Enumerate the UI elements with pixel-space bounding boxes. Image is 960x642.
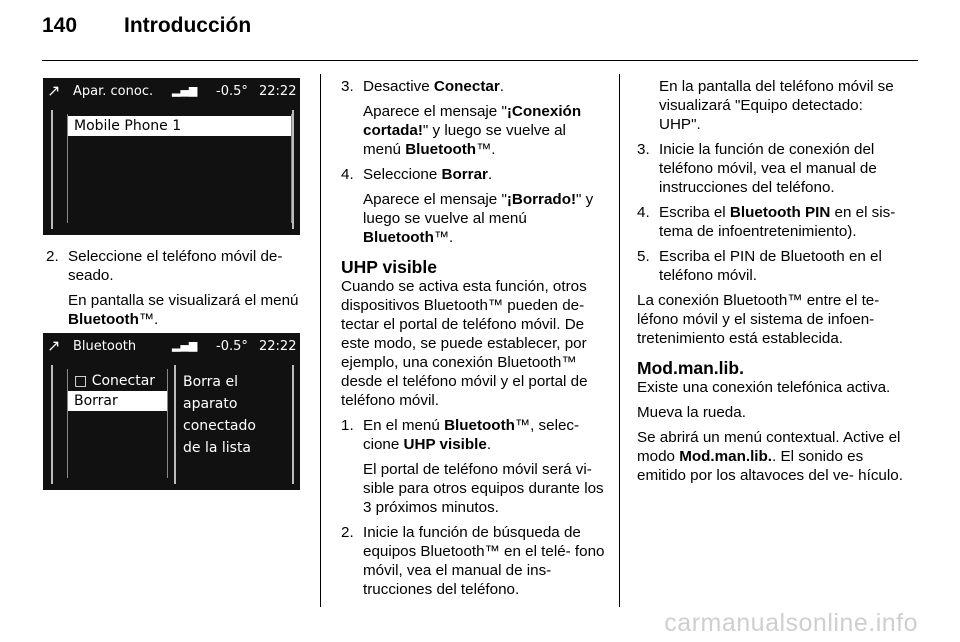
temperature: -0.5° [216, 84, 248, 99]
clock: 22:22 [259, 84, 297, 99]
paragraph: Cuando se activa esta función, otros dispositivos Bluetooth™ pueden de- tectar el portal de teléfono móvil. De este modo, se puede establecer, por ejemplo, una conexión Bluetooth™ desde el teléfono móvil y el portal de teléfono móvil. [341, 278, 588, 409]
screen-body [51, 110, 294, 229]
screen-title: Bluetooth [73, 339, 137, 354]
step-2: 2. Seleccione el teléfono móvil de- seado. [46, 248, 283, 284]
continued-detail: En la pantalla del teléfono móvil se visualizará "Equipo detectado: UHP". [659, 78, 894, 133]
menu-item-selected: Borrar [68, 391, 167, 411]
watermark: carmanualsonline.info [664, 609, 918, 637]
screen-help-text: Borra el aparato conectado de la lista [183, 374, 256, 456]
screen-body [51, 365, 294, 484]
screen-status-bar [43, 333, 300, 361]
uhp-step-1-detail: El portal de teléfono móvil será vi- sible para otros equipos durante los 3 próximos minutos. [363, 461, 604, 516]
page-title: Introducción [124, 14, 252, 37]
paragraph: La conexión Bluetooth™ entre el te- léfono móvil y el sistema de infoen- tretenimiento está establecida. [637, 292, 880, 347]
temperature: -0.5° [216, 339, 248, 354]
left-column [46, 247, 308, 335]
section-heading: Mod.man.lib. [637, 358, 744, 378]
header-rule [42, 60, 918, 61]
paragraph: Se abrirá un menú contextual. Active el modo Mod.man.lib.. El sonido es emitido por los altavoces del ve- hículo. [637, 429, 903, 484]
signal-icon: ▂▄▆ [172, 339, 198, 352]
screen-divider [174, 365, 176, 484]
screen-bluetooth-menu [43, 333, 300, 490]
column-divider [619, 74, 620, 607]
column-divider [320, 74, 321, 607]
screen-list [67, 114, 292, 223]
paragraph: Existe una conexión telefónica activa. [637, 379, 891, 396]
screen-status-bar [43, 78, 300, 106]
right-column [637, 77, 905, 491]
step-4: 4. Seleccione Borrar. [341, 166, 493, 183]
uhp-step-4: 4. Escriba el Bluetooth PIN en el sis- tema de infoentretenimiento). [637, 204, 896, 240]
step-2-detail: En pantalla se visualizará el menú Bluetooth™. [68, 292, 299, 328]
uhp-step-1: 1. En el menú Bluetooth™, selec- cione UHP visible. [341, 417, 580, 453]
screen-title: Apar. conoc. [73, 84, 154, 99]
list-item-selected: Mobile Phone 1 [68, 116, 291, 136]
phone-icon: ↗ [47, 81, 61, 100]
step-3: 3. Desactive Conectar. [341, 78, 504, 95]
page-header [42, 14, 251, 38]
menu-item: □ Conectar [74, 373, 156, 389]
uhp-step-2: 2. Inicie la función de búsqueda de equipos Bluetooth™ en el telé- fono móvil, vea el manual de ins- trucciones del teléfono. [341, 524, 605, 598]
screen-menu [67, 369, 168, 478]
middle-column [341, 77, 607, 605]
step-3-detail: Aparece el mensaje "¡Conexión cortada!" y luego se vuelve al menú Bluetooth™. [363, 103, 582, 158]
uhp-step-3: 3. Inicie la función de conexión del teléfono móvil, vea el manual de instrucciones del teléfono. [637, 141, 877, 196]
uhp-step-5: 5. Escriba el PIN de Bluetooth en el teléfono móvil. [637, 248, 882, 284]
paragraph: Mueva la rueda. [637, 404, 746, 421]
screen-paired-devices [43, 78, 300, 235]
signal-icon: ▂▄▆ [172, 84, 198, 97]
step-4-detail: Aparece el mensaje "¡Borrado!" y luego se vuelve al menú Bluetooth™. [363, 191, 594, 246]
clock: 22:22 [259, 339, 297, 354]
phone-icon: ↗ [47, 336, 61, 355]
section-heading: UHP visible [341, 257, 437, 277]
page-number: 140 [42, 14, 78, 37]
